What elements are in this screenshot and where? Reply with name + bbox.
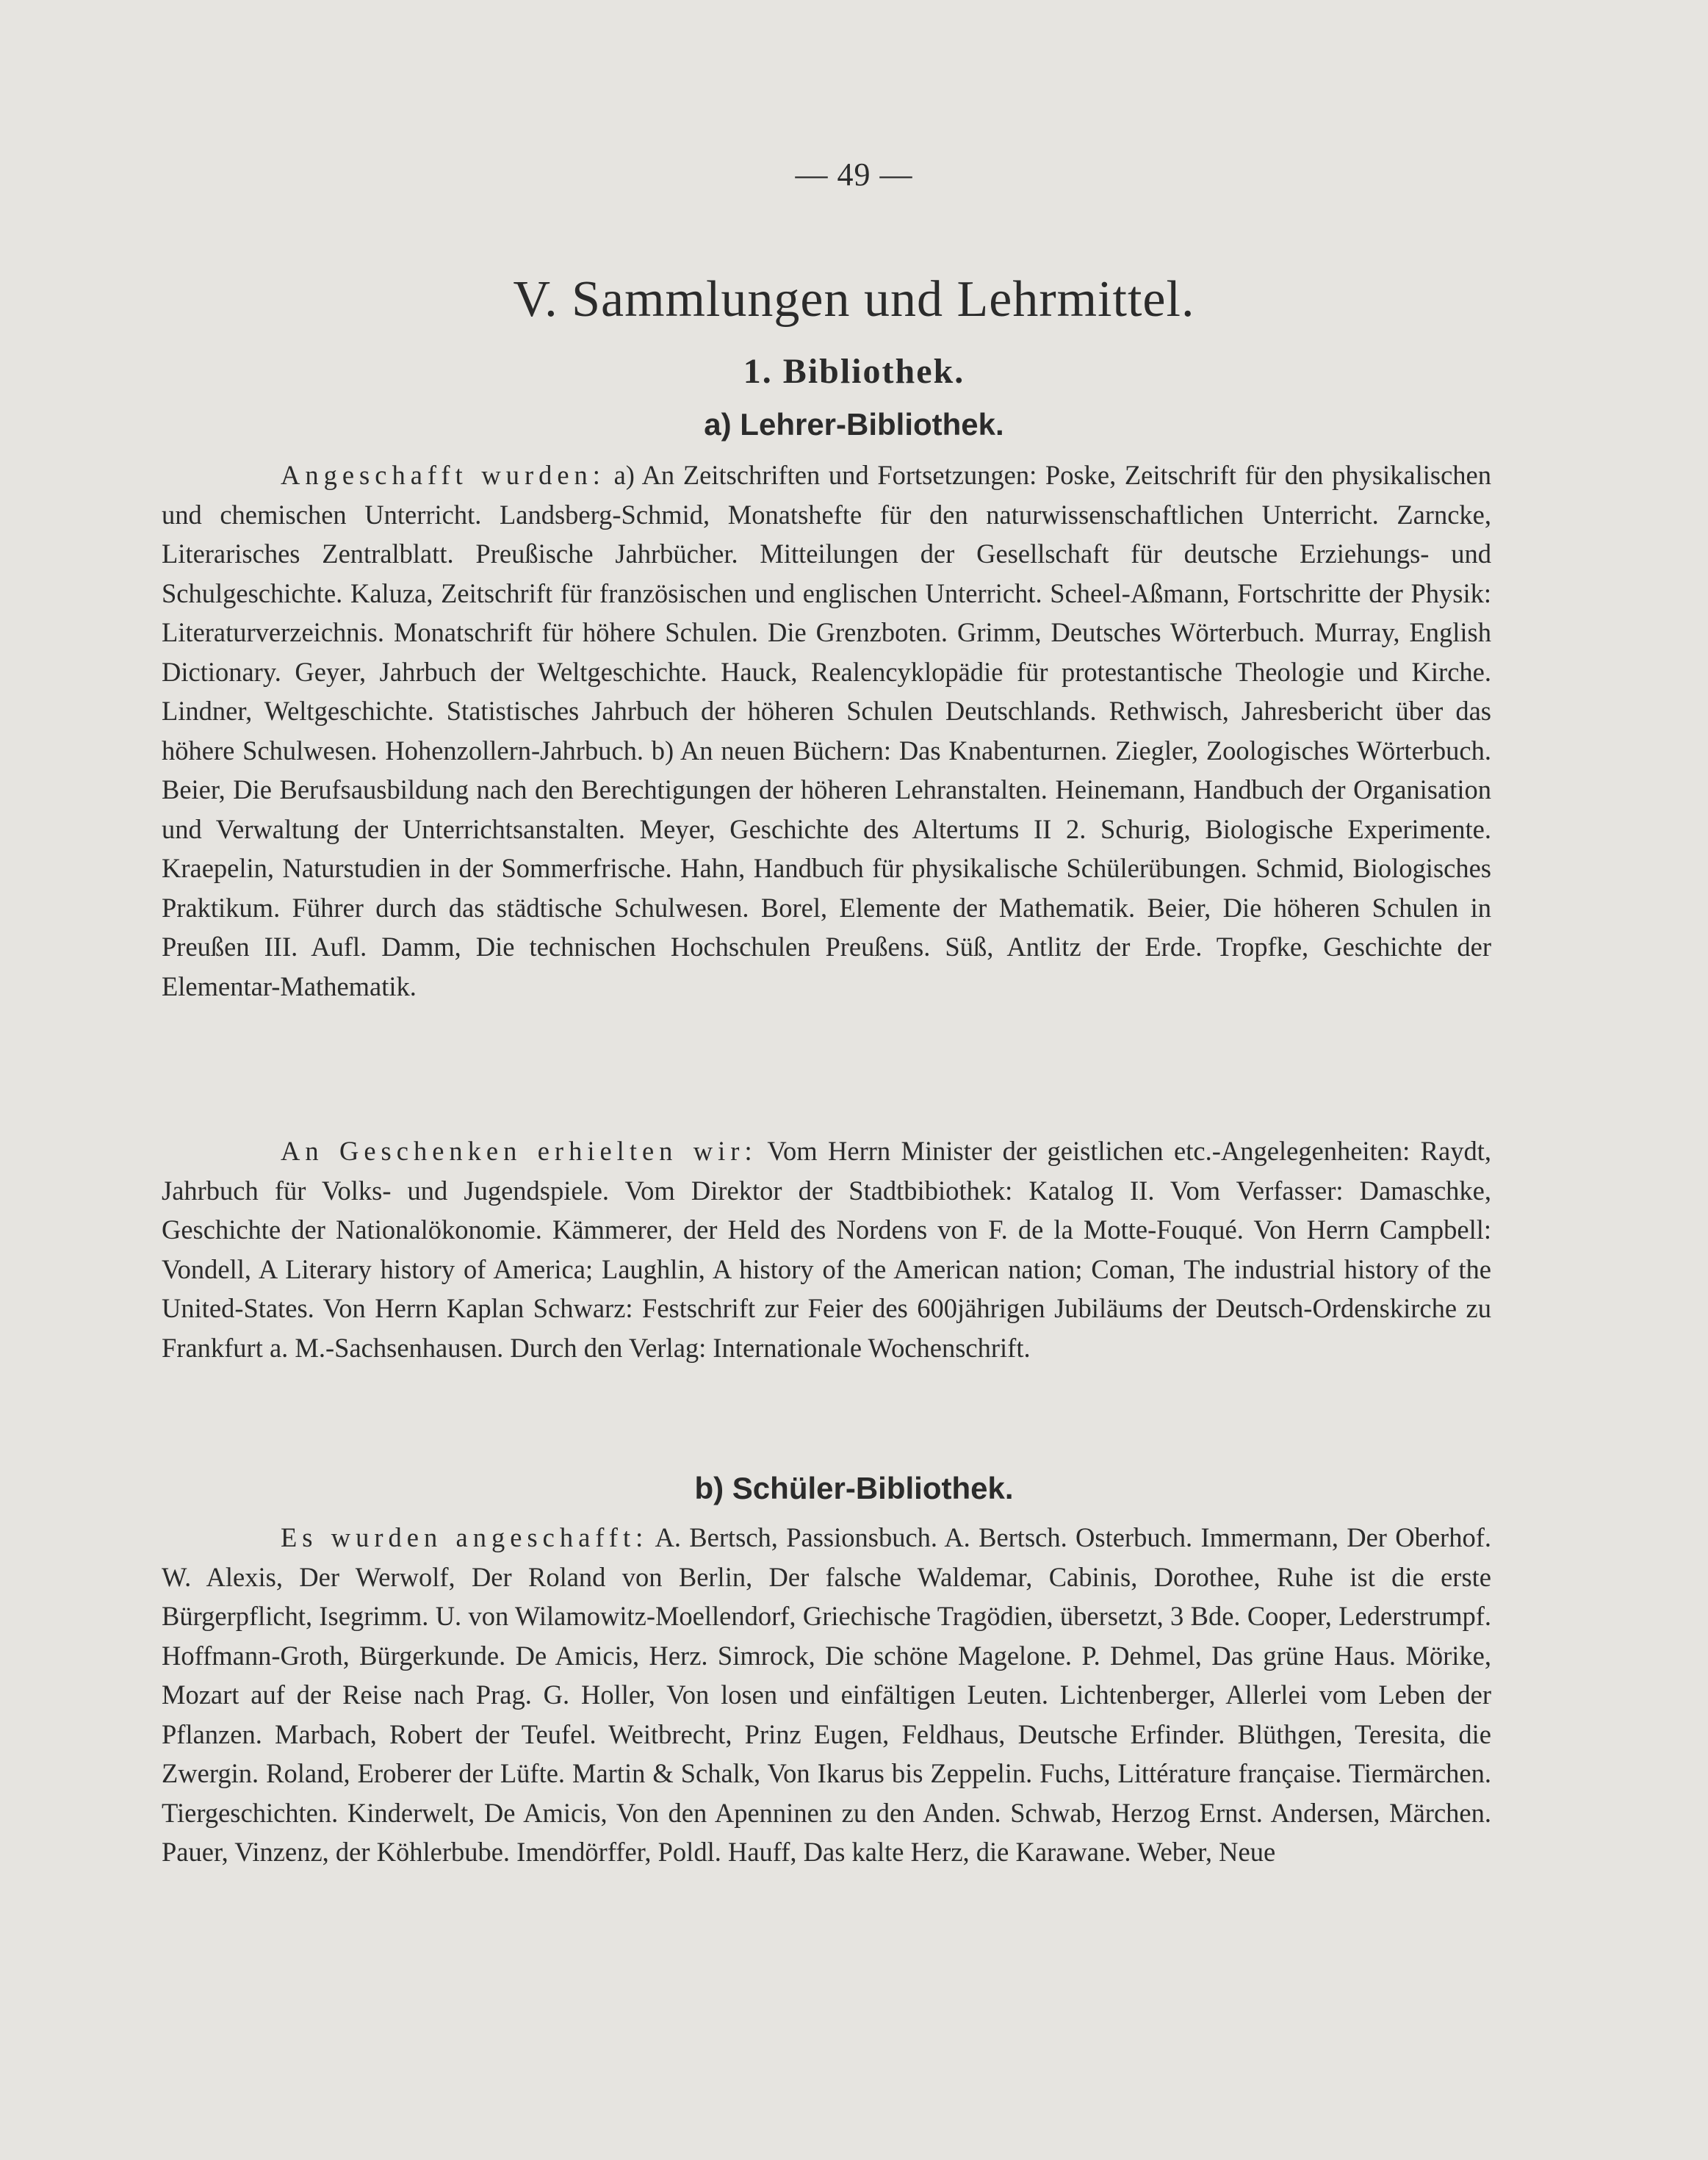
student-library-lead: Es wurden angeschafft: [281, 1522, 649, 1552]
chapter-title: V. Sammlungen und Lehrmittel. [513, 271, 1195, 328]
teacher-library-heading: a) Lehrer-Bibliothek. [704, 407, 1004, 442]
teacher-library-lead: Angeschafft wurden: [281, 460, 605, 490]
student-library-paragraph [162, 1518, 1491, 1872]
gifts-text: Vom Herrn Minister der geistlichen etc.-Angelegenheiten: Raydt, Jahrbuch für Volks- und Jugendspiele. Vom Direktor der Stadtbibiothek: Katalog II. Vom Verfasser: Damaschke, Geschichte der Nationalökonomie. Kämmerer, der Held des Nordens von F. de la Motte-Fouqué. Von Herrn Campbell: Vondell, A Literary history of America; Laughlin, A history of the American nation; Coman, The industrial history of the United-States. Von Herrn Kaplan Schwarz: Festschrift zur Feier des 600jährigen Jubiläums der Deutsch-Ordenskirche zu Frankfurt a. M.-Sachsenhausen. Durch den Verlag: Internationale Wochenschrift. [162, 1136, 1491, 1363]
student-library-text: A. Bertsch, Passionsbuch. A. Bertsch. Osterbuch. Immermann, Der Oberhof. W. Alexis, Der Werwolf, Der Roland von Berlin, Der falsche Waldemar, Cabinis, Dorothee, Ruhe ist die erste Bürgerpflicht, Isegrimm. U. von Wilamowitz-Moellendorf, Griechische Tragödien, übersetzt, 3 Bde. Cooper, Lederstrumpf. Hoffmann-Groth, Bürgerkunde. De Amicis, Herz. Simrock, Die schöne Magelone. P. Dehmel, Das grüne Haus. Mörike, Mozart auf der Reise nach Prag. G. Holler, Von losen und einfältigen Leuten. Lichtenberger, Allerlei vom Leben der Pflanzen. Marbach, Robert der Teufel. Weitbrecht, Prinz Eugen, Feldhaus, Deutsche Erfinder. Blüthgen, Teresita, die Zwergin. Roland, Eroberer der Lüfte. Martin & Schalk, Von Ikarus bis Zeppelin. Fuchs, Littérature française. Tiermärchen. Tiergeschichten. Kinderwelt, De Amicis, Von den Apenninen zu den Anden. Schwab, Herzog Ernst. Andersen, Märchen. Pauer, Vinzenz, der Köhlerbube. Imendörffer, Poldl. Hauff, Das kalte Herz, die Karawane. Weber, Neue [162, 1522, 1491, 1867]
student-library-heading: b) Schüler-Bibliothek. [694, 1471, 1014, 1505]
section-title: 1. Bibliothek. [743, 352, 965, 391]
teacher-library-text: a) An Zeitschriften und Fortsetzungen: Poske, Zeitschrift für den physikalischen und chemischen Unterricht. Landsberg-Schmid, Monatshefte für den naturwissenschaftlichen Unterricht. Zarncke, Literarisches Zentralblatt. Preußische Jahrbücher. Mitteilungen der Gesellschaft für deutsche Erziehungs- und Schulgeschichte. Kaluza, Zeitschrift für französischen und englischen Unterricht. Scheel-Aßmann, Fortschritte der Physik: Literaturverzeichnis. Monatschrift für höhere Schulen. Die Grenzboten. Grimm, Deutsches Wörterbuch. Murray, English Dictionary. Geyer, Jahrbuch der Weltgeschichte. Hauck, Realencyklopädie für protestantische Theologie und Kirche. Lindner, Weltgeschichte. Statistisches Jahrbuch der höheren Schulen Deutschlands. Rethwisch, Jahresbericht über das höhere Schulwesen. Hohenzollern-Jahrbuch. b) An neuen Büchern: Das Knabenturnen. Ziegler, Zoologisches Wörterbuch. Beier, Die Berufsausbildung nach den Berechtigungen der höheren Lehranstalten. Heinemann, Handbuch der Organisation und Verwaltung der Unterrichtsanstalten. Meyer, Geschichte des Altertums II 2. Schurig, Biologische Experimente. Kraepelin, Naturstudien in der Sommerfrische. Hahn, Handbuch für physikalische Schülerübungen. Schmid, Biologisches Praktikum. Führer durch das städtische Schulwesen. Borel, Elemente der Mathematik. Beier, Die höheren Schulen in Preußen III. Aufl. Damm, Die technischen Hochschulen Preußens. Süß, Antlitz der Erde. Tropfke, Geschichte der Elementar-Mathematik. [162, 460, 1491, 1001]
teacher-library-paragraph [162, 456, 1491, 1006]
gifts-lead: An Geschenken erhielten wir: [281, 1136, 757, 1166]
gifts-paragraph [162, 1131, 1491, 1367]
page-number: — 49 — [795, 156, 913, 192]
